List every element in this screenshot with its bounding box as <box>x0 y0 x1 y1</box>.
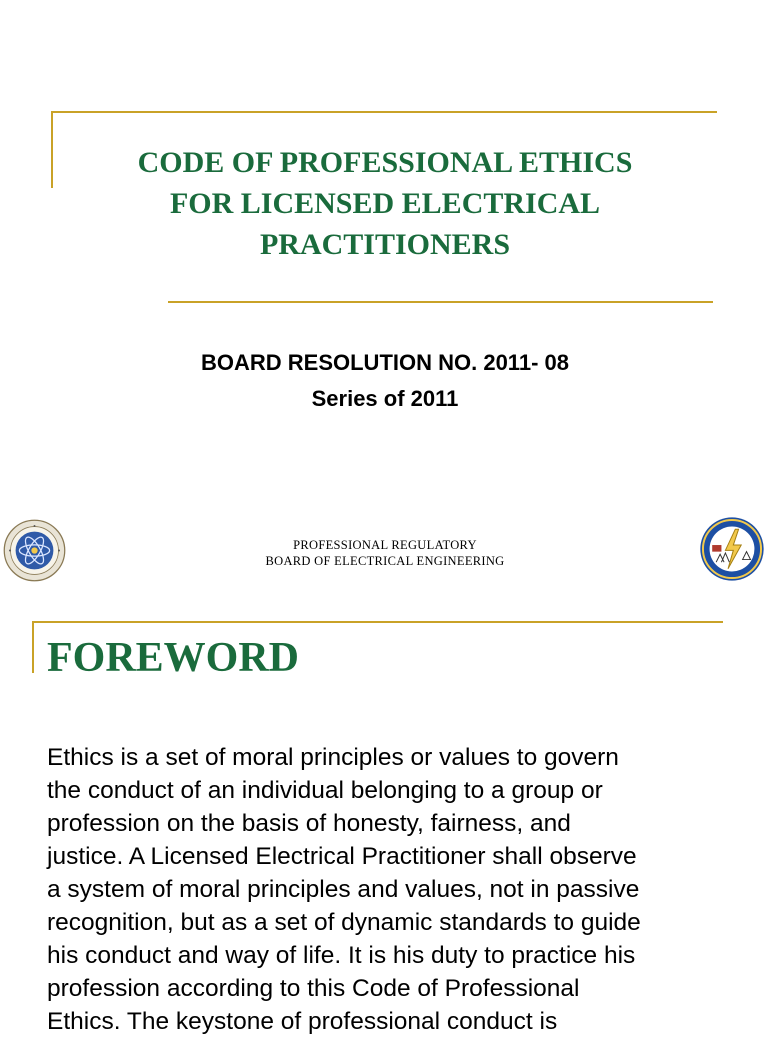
body-line: Ethics. The keystone of professional conduct is <box>47 1008 558 1035</box>
org-line: BOARD OF ELECTRICAL ENGINEERING <box>265 554 505 568</box>
body-line: the conduct of an individual belonging to a group or <box>47 777 603 804</box>
org-line: PROFESSIONAL REGULATORY <box>293 538 477 552</box>
issuing-organization <box>190 537 580 569</box>
bottom-rule <box>168 301 713 303</box>
resolution-number: BOARD RESOLUTION NO. 2011- 08 <box>201 350 569 375</box>
body-line: recognition, but as a set of dynamic standards to guide <box>47 909 641 936</box>
left-rule <box>32 621 34 673</box>
body-line: a system of moral principles and values, not in passive <box>47 876 640 903</box>
board-resolution <box>100 345 670 417</box>
bee-seal-icon <box>699 516 765 582</box>
body-line: profession according to this Code of Professional <box>47 975 580 1002</box>
document-title <box>70 142 700 265</box>
top-rule <box>52 111 717 113</box>
body-line: his conduct and way of life. It is his duty to practice his <box>47 942 636 969</box>
top-rule <box>33 621 723 623</box>
title-line: CODE OF PROFESSIONAL ETHICS <box>137 146 633 179</box>
left-rule <box>51 111 53 188</box>
foreword-heading: FOREWORD <box>47 635 299 681</box>
body-line: Ethics is a set of moral principles or values to govern <box>47 744 619 771</box>
title-line: PRACTITIONERS <box>259 228 511 261</box>
title-line: FOR LICENSED ELECTRICAL <box>169 187 601 220</box>
resolution-series: Series of 2011 <box>311 386 459 411</box>
prc-seal-icon <box>3 519 66 582</box>
body-line: profession on the basis of honesty, fairness, and <box>47 810 571 837</box>
foreword-body <box>47 741 737 1038</box>
body-line: justice. A Licensed Electrical Practitioner shall observe <box>47 843 637 870</box>
foreword-slide <box>0 610 768 1035</box>
